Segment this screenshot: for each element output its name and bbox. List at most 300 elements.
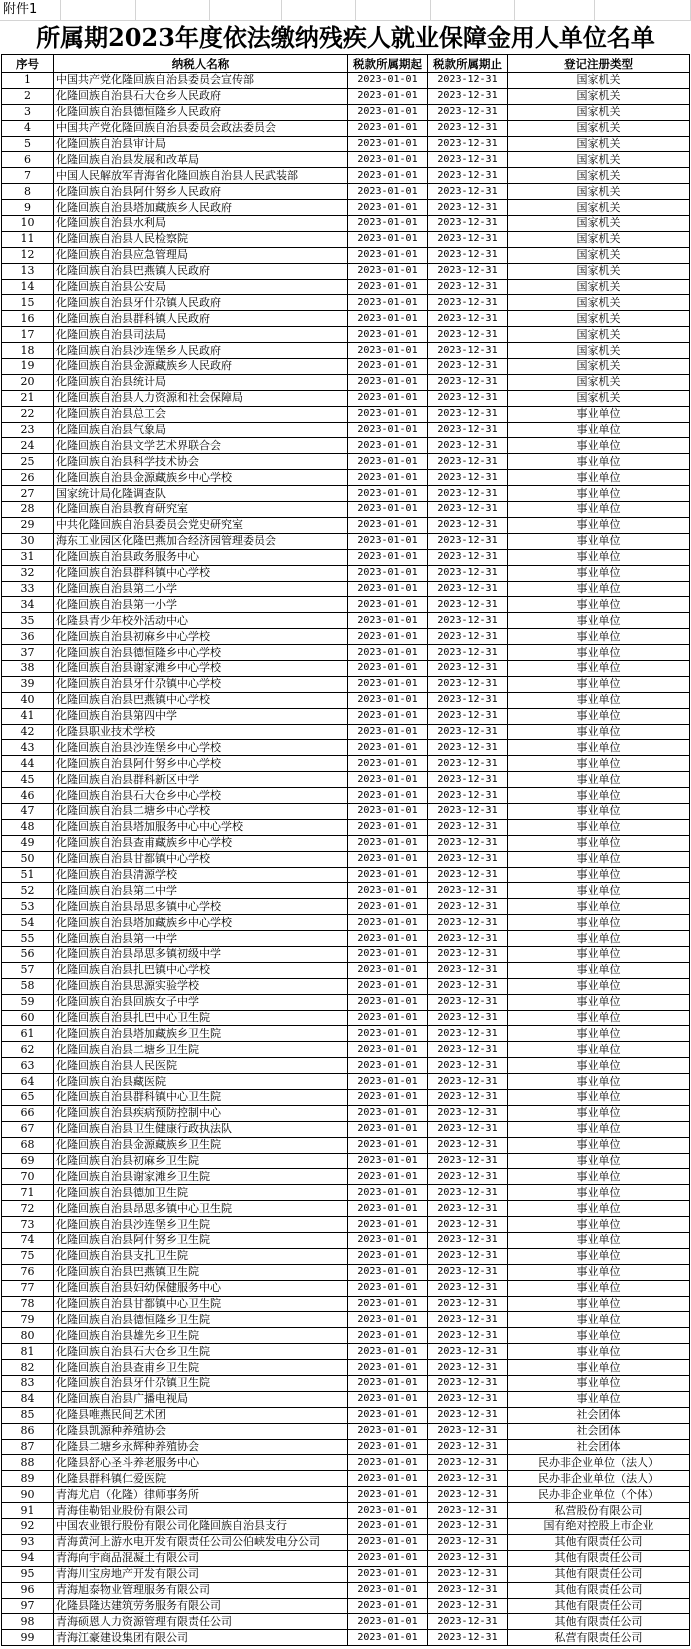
- table-row: [2, 1519, 690, 1535]
- row-number: 29: [2, 517, 54, 533]
- period-end: 2023-12-31: [428, 676, 508, 692]
- period-start: 2023-01-01: [348, 883, 428, 899]
- taxpayer-name: 化隆回族自治县初麻乡中心学校: [54, 629, 348, 645]
- period-end: 2023-12-31: [428, 279, 508, 295]
- table-row: [2, 470, 690, 486]
- period-start: 2023-01-01: [348, 1074, 428, 1090]
- table-row: [2, 851, 690, 867]
- row-number: 18: [2, 343, 54, 359]
- taxpayer-name: 化隆回族自治县阿什努乡卫生院: [54, 1233, 348, 1249]
- period-end: 2023-12-31: [428, 867, 508, 883]
- registration-type: 事业单位: [508, 1328, 690, 1344]
- taxpayer-name: 青海江豪建设集团有限公司: [54, 1630, 348, 1646]
- period-start: 2023-01-01: [348, 1090, 428, 1106]
- table-row: [2, 978, 690, 994]
- registration-type: 事业单位: [508, 1248, 690, 1264]
- row-number: 53: [2, 899, 54, 915]
- period-end: 2023-12-31: [428, 327, 508, 343]
- taxpayer-name: 化隆回族自治县巴燕镇中心学校: [54, 692, 348, 708]
- taxpayer-name: 青海川宝房地产开发有限公司: [54, 1566, 348, 1582]
- period-end: 2023-12-31: [428, 1614, 508, 1630]
- period-end: 2023-12-31: [428, 660, 508, 676]
- period-start: 2023-01-01: [348, 295, 428, 311]
- period-end: 2023-12-31: [428, 978, 508, 994]
- taxpayer-name: 化隆回族自治县二塘乡中心学校: [54, 803, 348, 819]
- taxpayer-name: 化隆回族自治县扎巴镇中心学校: [54, 962, 348, 978]
- registration-type: 国家机关: [508, 247, 690, 263]
- period-start: 2023-01-01: [348, 1248, 428, 1264]
- period-end: 2023-12-31: [428, 1487, 508, 1503]
- period-start: 2023-01-01: [348, 1042, 428, 1058]
- table-row: [2, 772, 690, 788]
- period-start: 2023-01-01: [348, 1137, 428, 1153]
- registration-type: 其他有限责任公司: [508, 1550, 690, 1566]
- row-number: 13: [2, 263, 54, 279]
- taxpayer-name: 化隆回族自治县第四中学: [54, 708, 348, 724]
- period-start: 2023-01-01: [348, 1201, 428, 1217]
- row-number: 90: [2, 1487, 54, 1503]
- registration-type: 事业单位: [508, 1360, 690, 1376]
- period-end: 2023-12-31: [428, 1598, 508, 1614]
- table-row: [2, 1328, 690, 1344]
- taxpayer-name: 化隆回族自治县初麻乡卫生院: [54, 1153, 348, 1169]
- period-start: 2023-01-01: [348, 1630, 428, 1646]
- period-end: 2023-12-31: [428, 1026, 508, 1042]
- table-row: [2, 1074, 690, 1090]
- taxpayer-name: 化隆回族自治县巴燕镇卫生院: [54, 1264, 348, 1280]
- taxpayer-name: 化隆回族自治县群科镇人民政府: [54, 311, 348, 327]
- period-start: 2023-01-01: [348, 1280, 428, 1296]
- taxpayer-name: 中国农业银行股份有限公司化隆回族自治县支行: [54, 1519, 348, 1535]
- period-end: 2023-12-31: [428, 1423, 508, 1439]
- taxpayer-name: 化隆回族自治县司法局: [54, 327, 348, 343]
- registration-type: 事业单位: [508, 1026, 690, 1042]
- registration-type: 事业单位: [508, 1201, 690, 1217]
- table-row: [2, 629, 690, 645]
- period-end: 2023-12-31: [428, 88, 508, 104]
- period-start: 2023-01-01: [348, 1121, 428, 1137]
- registration-type: 事业单位: [508, 692, 690, 708]
- table-row: [2, 1026, 690, 1042]
- row-number: 42: [2, 724, 54, 740]
- taxpayer-name: 化隆回族自治县甘都镇中心卫生院: [54, 1296, 348, 1312]
- taxpayer-name: 化隆回族自治县牙什尕镇卫生院: [54, 1376, 348, 1392]
- period-end: 2023-12-31: [428, 1439, 508, 1455]
- empty-cell: [431, 0, 515, 20]
- taxpayer-name: 化隆回族自治县石大仓乡中心学校: [54, 788, 348, 804]
- registration-type: 国家机关: [508, 152, 690, 168]
- row-number: 31: [2, 549, 54, 565]
- taxpayer-name: 化隆回族自治县公安局: [54, 279, 348, 295]
- taxpayer-name: 化隆回族自治县思源实验学校: [54, 978, 348, 994]
- table-row: [2, 1439, 690, 1455]
- period-end: 2023-12-31: [428, 946, 508, 962]
- table-row: [2, 994, 690, 1010]
- registration-type: 事业单位: [508, 502, 690, 518]
- taxpayer-name: 化隆县职业技术学校: [54, 724, 348, 740]
- table-row: [2, 104, 690, 120]
- row-number: 33: [2, 581, 54, 597]
- period-start: 2023-01-01: [348, 359, 428, 375]
- period-end: 2023-12-31: [428, 152, 508, 168]
- period-end: 2023-12-31: [428, 915, 508, 931]
- row-number: 36: [2, 629, 54, 645]
- taxpayer-name: 化隆回族自治县昂思多镇中心卫生院: [54, 1201, 348, 1217]
- row-number: 78: [2, 1296, 54, 1312]
- period-start: 2023-01-01: [348, 136, 428, 152]
- row-number: 9: [2, 200, 54, 216]
- registration-type: 事业单位: [508, 565, 690, 581]
- taxpayer-name: 化隆回族自治县藏医院: [54, 1074, 348, 1090]
- period-end: 2023-12-31: [428, 1328, 508, 1344]
- registration-type: 事业单位: [508, 708, 690, 724]
- period-end: 2023-12-31: [428, 1185, 508, 1201]
- taxpayer-name: 化隆县群科镇仁爱医院: [54, 1471, 348, 1487]
- period-start: 2023-01-01: [348, 1582, 428, 1598]
- table-row: [2, 899, 690, 915]
- registration-type: 国家机关: [508, 311, 690, 327]
- row-number: 66: [2, 1105, 54, 1121]
- column-header: 税款所属期止: [428, 55, 508, 73]
- table-row: [2, 645, 690, 661]
- taxpayer-name: 化隆回族自治县总工会: [54, 406, 348, 422]
- period-start: 2023-01-01: [348, 184, 428, 200]
- unit-list-table: [1, 54, 690, 1646]
- table-row: [2, 438, 690, 454]
- period-start: 2023-01-01: [348, 1312, 428, 1328]
- period-end: 2023-12-31: [428, 1153, 508, 1169]
- row-number: 55: [2, 931, 54, 947]
- row-number: 69: [2, 1153, 54, 1169]
- taxpayer-name: 青海佳勒铝业股份有限公司: [54, 1503, 348, 1519]
- table-row: [2, 962, 690, 978]
- taxpayer-name: 化隆回族自治县广播电视局: [54, 1391, 348, 1407]
- row-number: 22: [2, 406, 54, 422]
- taxpayer-name: 青海黄河上游水电开发有限责任公司公伯峡发电分公司: [54, 1534, 348, 1550]
- registration-type: 事业单位: [508, 1153, 690, 1169]
- taxpayer-name: 化隆回族自治县甘都镇中心学校: [54, 851, 348, 867]
- table-row: [2, 819, 690, 835]
- period-start: 2023-01-01: [348, 803, 428, 819]
- registration-type: 事业单位: [508, 470, 690, 486]
- row-number: 27: [2, 486, 54, 502]
- taxpayer-name: 化隆回族自治县雄先乡卫生院: [54, 1328, 348, 1344]
- registration-type: 国家机关: [508, 327, 690, 343]
- table-row: [2, 660, 690, 676]
- row-number: 37: [2, 645, 54, 661]
- registration-type: 国家机关: [508, 120, 690, 136]
- row-number: 34: [2, 597, 54, 613]
- table-row: [2, 1201, 690, 1217]
- row-number: 6: [2, 152, 54, 168]
- row-number: 64: [2, 1074, 54, 1090]
- taxpayer-name: 化隆县唯燕民间艺术团: [54, 1407, 348, 1423]
- table-row: [2, 676, 690, 692]
- period-start: 2023-01-01: [348, 533, 428, 549]
- period-end: 2023-12-31: [428, 565, 508, 581]
- row-number: 58: [2, 978, 54, 994]
- row-number: 46: [2, 788, 54, 804]
- row-number: 40: [2, 692, 54, 708]
- taxpayer-name: 化隆回族自治县卫生健康行政执法队: [54, 1121, 348, 1137]
- table-row: [2, 152, 690, 168]
- taxpayer-name: 中国共产党化隆回族自治县委员会政法委员会: [54, 120, 348, 136]
- period-end: 2023-12-31: [428, 120, 508, 136]
- registration-type: 事业单位: [508, 1137, 690, 1153]
- registration-type: 事业单位: [508, 962, 690, 978]
- table-row: [2, 486, 690, 502]
- taxpayer-name: 化隆回族自治县妇幼保健服务中心: [54, 1280, 348, 1296]
- taxpayer-name: 化隆回族自治县阿什努乡中心学校: [54, 756, 348, 772]
- row-number: 67: [2, 1121, 54, 1137]
- registration-type: 事业单位: [508, 1121, 690, 1137]
- registration-type: 其他有限责任公司: [508, 1534, 690, 1550]
- period-end: 2023-12-31: [428, 359, 508, 375]
- table-row: [2, 263, 690, 279]
- registration-type: 事业单位: [508, 1058, 690, 1074]
- registration-type: 事业单位: [508, 724, 690, 740]
- row-number: 2: [2, 88, 54, 104]
- table-row: [2, 1630, 690, 1646]
- registration-type: 事业单位: [508, 1296, 690, 1312]
- period-end: 2023-12-31: [428, 1360, 508, 1376]
- taxpayer-name: 中共化隆回族自治县委员会党史研究室: [54, 517, 348, 533]
- period-start: 2023-01-01: [348, 327, 428, 343]
- row-number: 98: [2, 1614, 54, 1630]
- period-end: 2023-12-31: [428, 899, 508, 915]
- period-start: 2023-01-01: [348, 946, 428, 962]
- period-end: 2023-12-31: [428, 1201, 508, 1217]
- taxpayer-name: 化隆回族自治县人民医院: [54, 1058, 348, 1074]
- table-row: [2, 708, 690, 724]
- row-number: 57: [2, 962, 54, 978]
- row-number: 49: [2, 835, 54, 851]
- period-start: 2023-01-01: [348, 200, 428, 216]
- table-row: [2, 1058, 690, 1074]
- taxpayer-name: 化隆回族自治县德加卫生院: [54, 1185, 348, 1201]
- attachment-row: [0, 0, 691, 21]
- taxpayer-name: 化隆回族自治县扎巴中心卫生院: [54, 1010, 348, 1026]
- row-number: 48: [2, 819, 54, 835]
- period-start: 2023-01-01: [348, 168, 428, 184]
- period-start: 2023-01-01: [348, 549, 428, 565]
- registration-type: 事业单位: [508, 835, 690, 851]
- row-number: 86: [2, 1423, 54, 1439]
- period-end: 2023-12-31: [428, 629, 508, 645]
- registration-type: 国家机关: [508, 279, 690, 295]
- row-number: 20: [2, 374, 54, 390]
- registration-type: 国家机关: [508, 200, 690, 216]
- registration-type: 事业单位: [508, 803, 690, 819]
- registration-type: 事业单位: [508, 1169, 690, 1185]
- empty-cell: [136, 0, 210, 20]
- taxpayer-name: 青海硕恩人力资源管理有限责任公司: [54, 1614, 348, 1630]
- registration-type: 民办非企业单位（法人）: [508, 1471, 690, 1487]
- period-end: 2023-12-31: [428, 772, 508, 788]
- row-number: 17: [2, 327, 54, 343]
- period-start: 2023-01-01: [348, 390, 428, 406]
- registration-type: 事业单位: [508, 581, 690, 597]
- period-start: 2023-01-01: [348, 1217, 428, 1233]
- registration-type: 事业单位: [508, 533, 690, 549]
- taxpayer-name: 化隆回族自治县气象局: [54, 422, 348, 438]
- taxpayer-name: 海东工业园区化隆巴燕加合经济园管理委员会: [54, 533, 348, 549]
- taxpayer-name: 国家统计局化隆调查队: [54, 486, 348, 502]
- row-number: 50: [2, 851, 54, 867]
- period-start: 2023-01-01: [348, 438, 428, 454]
- registration-type: 事业单位: [508, 1185, 690, 1201]
- period-start: 2023-01-01: [348, 406, 428, 422]
- taxpayer-name: 化隆回族自治县德恒隆乡中心学校: [54, 645, 348, 661]
- period-end: 2023-12-31: [428, 422, 508, 438]
- row-number: 82: [2, 1360, 54, 1376]
- period-end: 2023-12-31: [428, 1376, 508, 1392]
- period-end: 2023-12-31: [428, 645, 508, 661]
- taxpayer-name: 化隆回族自治县牙什尕镇人民政府: [54, 295, 348, 311]
- period-end: 2023-12-31: [428, 343, 508, 359]
- registration-type: 事业单位: [508, 1074, 690, 1090]
- registration-type: 事业单位: [508, 851, 690, 867]
- registration-type: 事业单位: [508, 438, 690, 454]
- taxpayer-name: 化隆回族自治县塔加藏族乡人民政府: [54, 200, 348, 216]
- row-number: 26: [2, 470, 54, 486]
- period-start: 2023-01-01: [348, 263, 428, 279]
- period-start: 2023-01-01: [348, 629, 428, 645]
- taxpayer-name: 化隆回族自治县沙连堡乡中心学校: [54, 740, 348, 756]
- table-row: [2, 200, 690, 216]
- table-row: [2, 73, 690, 89]
- table-row: [2, 1487, 690, 1503]
- row-number: 47: [2, 803, 54, 819]
- period-end: 2023-12-31: [428, 740, 508, 756]
- registration-type: 社会团体: [508, 1407, 690, 1423]
- taxpayer-name: 化隆回族自治县沙连堡乡卫生院: [54, 1217, 348, 1233]
- table-row: [2, 168, 690, 184]
- period-end: 2023-12-31: [428, 311, 508, 327]
- row-number: 99: [2, 1630, 54, 1646]
- table-row: [2, 502, 690, 518]
- registration-type: 社会团体: [508, 1439, 690, 1455]
- row-number: 54: [2, 915, 54, 931]
- taxpayer-name: 化隆回族自治县水利局: [54, 216, 348, 232]
- period-start: 2023-01-01: [348, 1534, 428, 1550]
- period-start: 2023-01-01: [348, 1471, 428, 1487]
- period-end: 2023-12-31: [428, 1105, 508, 1121]
- period-start: 2023-01-01: [348, 343, 428, 359]
- period-end: 2023-12-31: [428, 851, 508, 867]
- table-row: [2, 1503, 690, 1519]
- row-number: 96: [2, 1582, 54, 1598]
- period-start: 2023-01-01: [348, 1344, 428, 1360]
- period-end: 2023-12-31: [428, 724, 508, 740]
- taxpayer-name: 化隆回族自治县疾病预防控制中心: [54, 1105, 348, 1121]
- registration-type: 国家机关: [508, 263, 690, 279]
- registration-type: 事业单位: [508, 756, 690, 772]
- registration-type: 事业单位: [508, 915, 690, 931]
- row-number: 74: [2, 1233, 54, 1249]
- taxpayer-name: 化隆回族自治县昂思多镇初级中学: [54, 946, 348, 962]
- row-number: 61: [2, 1026, 54, 1042]
- period-end: 2023-12-31: [428, 1217, 508, 1233]
- period-end: 2023-12-31: [428, 994, 508, 1010]
- period-start: 2023-01-01: [348, 486, 428, 502]
- period-start: 2023-01-01: [348, 1328, 428, 1344]
- period-end: 2023-12-31: [428, 597, 508, 613]
- attachment-label: 附件1: [0, 0, 61, 20]
- taxpayer-name: 化隆回族自治县政务服务中心: [54, 549, 348, 565]
- row-number: 43: [2, 740, 54, 756]
- row-number: 7: [2, 168, 54, 184]
- registration-type: 民办非企业单位（法人）: [508, 1455, 690, 1471]
- row-number: 63: [2, 1058, 54, 1074]
- period-end: 2023-12-31: [428, 756, 508, 772]
- table-row: [2, 613, 690, 629]
- row-number: 59: [2, 994, 54, 1010]
- period-start: 2023-01-01: [348, 1153, 428, 1169]
- registration-type: 其他有限责任公司: [508, 1566, 690, 1582]
- taxpayer-name: 化隆回族自治县塔加藏族乡卫生院: [54, 1026, 348, 1042]
- period-start: 2023-01-01: [348, 597, 428, 613]
- table-row: [2, 1010, 690, 1026]
- taxpayer-name: 化隆回族自治县石大仓乡人民政府: [54, 88, 348, 104]
- taxpayer-name: 化隆回族自治县谢家滩乡卫生院: [54, 1169, 348, 1185]
- period-end: 2023-12-31: [428, 581, 508, 597]
- table-row: [2, 216, 690, 232]
- period-end: 2023-12-31: [428, 1264, 508, 1280]
- table-row: [2, 454, 690, 470]
- period-end: 2023-12-31: [428, 263, 508, 279]
- registration-type: 事业单位: [508, 931, 690, 947]
- table-row: [2, 1391, 690, 1407]
- period-start: 2023-01-01: [348, 247, 428, 263]
- registration-type: 国家机关: [508, 216, 690, 232]
- table-row: [2, 359, 690, 375]
- table-row: [2, 422, 690, 438]
- taxpayer-name: 青海向宇商品混凝土有限公司: [54, 1550, 348, 1566]
- period-start: 2023-01-01: [348, 1058, 428, 1074]
- row-number: 32: [2, 565, 54, 581]
- table-row: [2, 1598, 690, 1614]
- table-row: [2, 756, 690, 772]
- registration-type: 事业单位: [508, 422, 690, 438]
- table-row: [2, 867, 690, 883]
- row-number: 30: [2, 533, 54, 549]
- taxpayer-name: 化隆回族自治县金源藏族乡中心学校: [54, 470, 348, 486]
- period-start: 2023-01-01: [348, 835, 428, 851]
- row-number: 3: [2, 104, 54, 120]
- table-row: [2, 374, 690, 390]
- row-number: 19: [2, 359, 54, 375]
- table-row: [2, 565, 690, 581]
- period-end: 2023-12-31: [428, 104, 508, 120]
- period-start: 2023-01-01: [348, 454, 428, 470]
- table-row: [2, 1153, 690, 1169]
- table-row: [2, 1185, 690, 1201]
- taxpayer-name: 化隆回族自治县谢家滩乡中心学校: [54, 660, 348, 676]
- table-row: [2, 136, 690, 152]
- period-end: 2023-12-31: [428, 168, 508, 184]
- empty-cell: [61, 0, 135, 20]
- taxpayer-name: 化隆回族自治县群科镇中心学校: [54, 565, 348, 581]
- taxpayer-name: 青海尤启（化隆）律师事务所: [54, 1487, 348, 1503]
- table-row: [2, 1566, 690, 1582]
- period-end: 2023-12-31: [428, 1169, 508, 1185]
- period-end: 2023-12-31: [428, 136, 508, 152]
- period-start: 2023-01-01: [348, 1376, 428, 1392]
- registration-type: 事业单位: [508, 597, 690, 613]
- period-start: 2023-01-01: [348, 1026, 428, 1042]
- period-start: 2023-01-01: [348, 772, 428, 788]
